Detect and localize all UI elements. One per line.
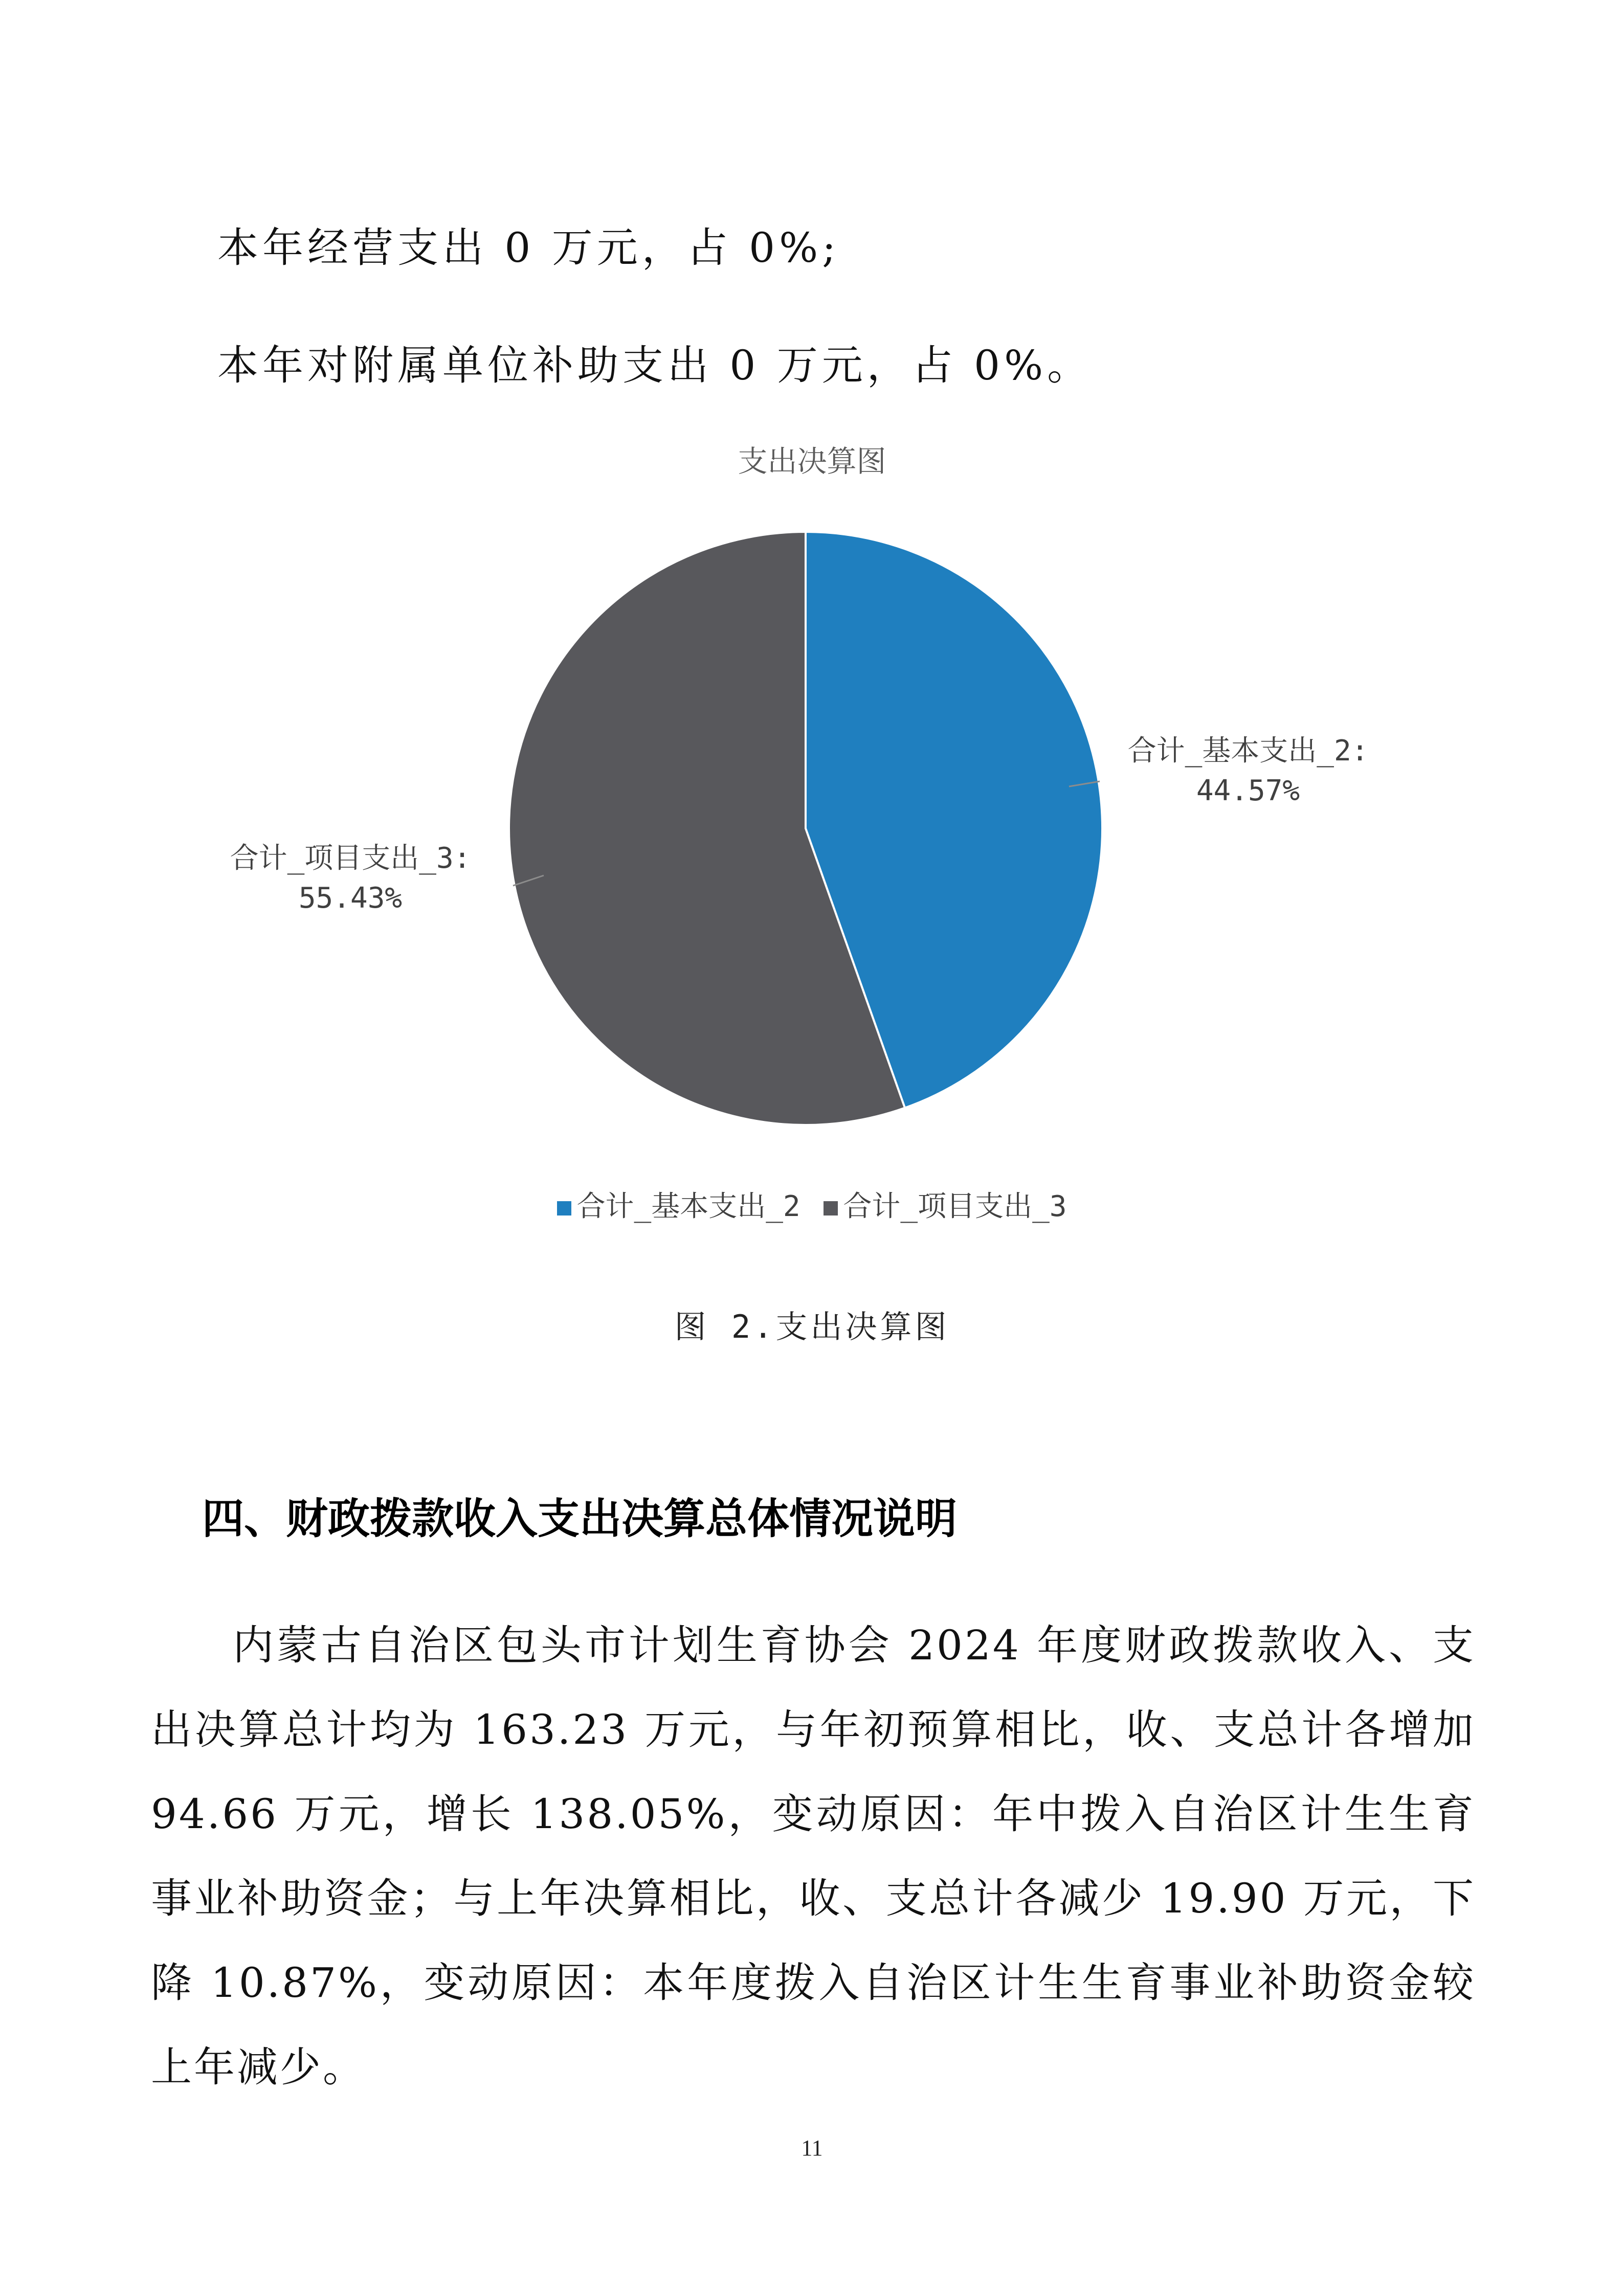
- legend-swatch-basic: [557, 1201, 571, 1215]
- section-paragraph: 内蒙古自治区包头市计划生育协会 2024 年度财政拨款收入、支出决算总计均为 163.23 万元，与年初预算相比，收、支总计各增加 94.66 万元，增长 138.05%，变动原因：年中拨入自治区计生生育事业补助资金；与上年决算相比，收、支总计各减少 19.90 万元，下降 10.87%，变动原因：本年度拨入自治区计生生育事业补助资金较上年减少。: [151, 1622, 1476, 2091]
- slice-label-basic-expense: [1120, 731, 1376, 811]
- legend-item-project: [824, 1184, 1066, 1225]
- slice-label-basic-name: 合计_基本支出_2:: [1127, 734, 1369, 768]
- page-number: 11: [801, 2135, 823, 2160]
- chart-title: 支出决算图: [738, 444, 886, 479]
- legend-item-basic: [557, 1184, 800, 1225]
- slice-label-project-value: 55.43%: [298, 882, 403, 915]
- slice-label-basic-value: 44.57%: [1196, 774, 1300, 807]
- paragraph-line-operating-expense: 本年经营支出 0 万元，占 0%;: [217, 224, 840, 272]
- chart-legend: [0, 1184, 1624, 1225]
- figure-caption: 图 2.支出决算图: [674, 1308, 950, 1345]
- section-heading: 四、财政拨款收入支出决算总体情况说明: [202, 1495, 958, 1543]
- legend-label-basic: 合计_基本支出_2: [576, 1190, 800, 1223]
- slice-label-project-expense: [215, 839, 486, 918]
- slice-label-project-name: 合计_项目支出_3:: [230, 842, 471, 875]
- paragraph-line-subsidiary-expense: 本年对附属单位补助支出 0 万元，占 0%。: [217, 342, 1093, 389]
- legend-swatch-project: [824, 1201, 838, 1215]
- legend-label-project: 合计_项目支出_3: [843, 1190, 1067, 1223]
